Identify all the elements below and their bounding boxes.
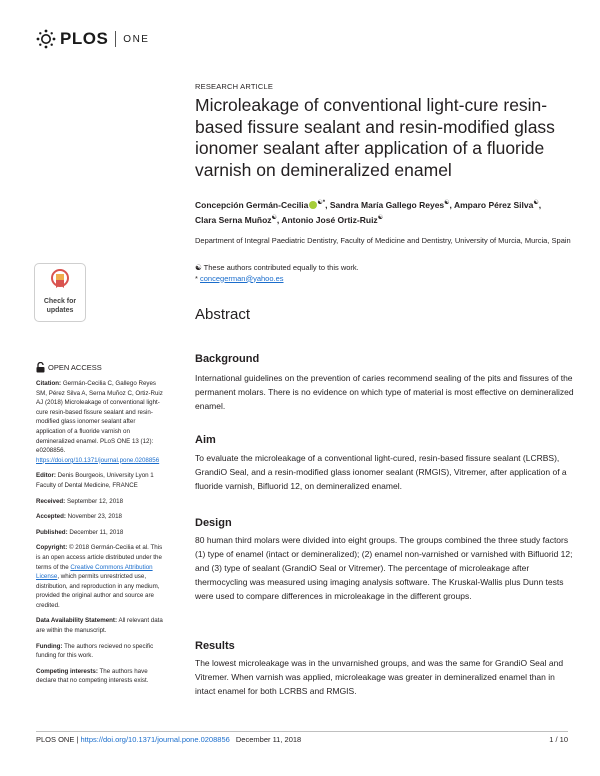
citation-label: Citation: <box>36 380 62 387</box>
results-text: The lowest microleakage was in the unvarnished groups, and was the same for GrandiO Seal and Vitremer. When varnish was applied, microleakage was greater in demineralized enamel than in intact enamel for both LCRBS and RMGIS. <box>195 658 564 696</box>
author-marks: ☯ <box>533 200 539 206</box>
journal-name: ONE <box>123 33 150 45</box>
received-date: September 12, 2018 <box>66 497 124 505</box>
competing-interests-block <box>36 667 166 686</box>
accepted-date: November 23, 2018 <box>67 513 123 521</box>
author-name[interactable]: Amparo Pérez Silva <box>453 199 534 210</box>
data-availability-label: Data Availability Statement: <box>36 617 118 625</box>
citation-block <box>36 379 166 465</box>
plos-logo <box>36 26 149 52</box>
check-for-label: Check for <box>43 298 77 305</box>
author-marks: ☯ <box>377 214 384 221</box>
logo-divider <box>115 31 116 47</box>
copyright-text: © 2018 Germán-Cecilia et al. This is an open access article distributed under the terms of the <box>36 544 163 571</box>
author-list: Concepción Germán-Cecilia ☯*, Sandra María Gallego Reyes☯, Amparo Pérez Silva☯, Clara Serna Muñoz☯, Antonio José Ortiz-Ruiz☯ <box>195 199 542 225</box>
equal-contribution-note: ☯ These authors contributed equally to this work. <box>195 263 359 272</box>
brand-name: PLOS <box>60 29 109 48</box>
article-info-sidebar <box>36 362 166 692</box>
background-heading: Background <box>195 353 260 365</box>
published-block <box>36 528 166 538</box>
accepted-label: Accepted: <box>36 513 66 521</box>
results-heading: Results <box>195 640 235 652</box>
author-marks: ☯* <box>317 200 326 206</box>
funding-label: Funding: <box>36 642 63 650</box>
competing-interests-label: Competing interests: <box>36 667 98 675</box>
background-text: International guidelines on the prevention of caries recommend sealing of the pits and fissures of the permanent molars. There is no evidence on which type of material is most effective on demineralized enamel. <box>195 373 574 411</box>
footer-date: December 11, 2018 <box>235 735 302 744</box>
author-name[interactable]: Clara Serna Muñoz <box>195 214 272 225</box>
author-notes <box>195 263 575 284</box>
citation-doi-link[interactable]: https://doi.org/10.1371/journal.pone.0208856 <box>36 456 160 464</box>
received-block <box>36 497 166 507</box>
affiliation: Department of Integral Paediatric Dentistry, Faculty of Medicine and Dentistry, University of Murcia, Murcia, Spain <box>195 236 571 245</box>
copyright-text-end: , which permits unrestricted use, distribution, and reproduction in any medium, provided the original author and source are credited. <box>36 573 160 609</box>
article-type: RESEARCH ARTICLE <box>195 82 274 91</box>
open-access-label <box>36 362 166 373</box>
author-name[interactable]: Sandra María Gallego Reyes <box>329 199 445 210</box>
author-marks: ☯ <box>444 200 450 206</box>
data-availability-text: All relevant data are within the manuscript. <box>36 617 163 635</box>
editor-label: Editor: <box>36 472 56 480</box>
page-footer <box>36 735 568 744</box>
accepted-block <box>36 512 166 522</box>
design-text: 80 human third molars were divided into eight groups. The groups combined the three study factors (1) type of enamel (intact or demineralized); (2) enamel non-varnished or varnished with Bifluorid 12; and (3) type of sealant (GrandiO Seal or Vitremer). The percentage of microleakage after thermocycling was measured using imaging analysis software. The Kruskal-Wallis plus Dunn tests were used to compare differences in microleakage in the different groups. <box>195 535 573 601</box>
corresponding-mark: * <box>195 273 198 283</box>
footer-divider <box>36 731 568 732</box>
open-lock-icon <box>36 362 45 373</box>
citation-text: Germán-Cecilia C, Gallego Reyes SM, Pérez Silva A, Serna Muñoz C, Ortiz-Ruiz AJ (2018) Microleakage of conventional light-cure resin-based fissure sealant and resin-modified glass ionomer sealant after application of a fluoride varnish on demineralized enamel. PLoS ONE 13 (12): e0208856. <box>36 380 163 455</box>
footer-journal: PLOS ONE <box>36 735 75 744</box>
author-name[interactable]: Concepción Germán-Cecilia <box>195 199 309 210</box>
open-access-text: OPEN ACCESS <box>48 362 102 372</box>
editor-block <box>36 471 166 490</box>
copyright-block <box>36 543 166 610</box>
author-marks: ☯ <box>271 214 277 221</box>
aim-text: To evaluate the microleakage of a conventional light-cured, resin-based fissure sealant (LCRBS), GrandiO Seal, and a resin-modified glass ionomer sealant (RMGIS), Vitremer, after application of a fluoride varnish, Bifluorid 12, on demineralized enamel. <box>195 453 567 491</box>
article-title: Microleakage of conventional light-cure resin-based fissure sealant and resin-modified glass ionomer sealant after application of a fluoride varnish on demineralized enamel <box>195 95 555 180</box>
corresponding-email-link[interactable]: concegerman@yahoo.es <box>200 273 284 283</box>
footer-doi-link[interactable]: https://doi.org/10.1371/journal.pone.0208856 <box>80 735 230 744</box>
received-label: Received: <box>36 497 66 505</box>
aim-heading: Aim <box>195 434 216 446</box>
updates-label: updates <box>46 307 74 314</box>
funding-block <box>36 642 166 661</box>
published-label: Published: <box>36 528 68 536</box>
bookmark-icon <box>51 269 69 295</box>
license-link[interactable]: Creative Commons Attribution License <box>36 563 153 581</box>
competing-interests-text: The authors have declare that no competing interests exist. <box>36 667 149 685</box>
check-for-updates-badge[interactable] <box>34 263 86 322</box>
editor-text: Denis Bourgeois, University Lyon 1 Faculty of Dental Medicine, FRANCE <box>36 472 154 489</box>
page-number: 1 / 10 <box>549 735 568 744</box>
data-availability-block <box>36 616 166 635</box>
footer-separator: | <box>76 735 79 744</box>
copyright-label: Copyright: <box>36 544 68 552</box>
design-heading: Design <box>195 517 232 529</box>
author-name[interactable]: Antonio José Ortiz-Ruiz <box>281 214 378 225</box>
published-date: December 11, 2018 <box>69 528 124 536</box>
corresponding-email-line <box>195 274 575 285</box>
abstract-heading: Abstract <box>195 306 251 323</box>
funding-text: The authors recieved no specific funding for this work. <box>36 642 154 660</box>
plos-logo-icon <box>36 29 56 49</box>
